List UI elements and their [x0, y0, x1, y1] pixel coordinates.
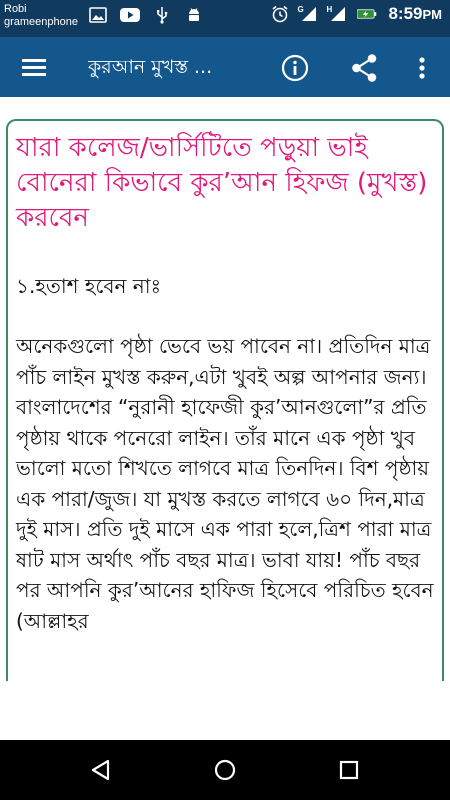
menu-button[interactable]	[16, 51, 52, 83]
more-vertical-icon	[412, 53, 432, 83]
home-circle-icon	[213, 758, 237, 782]
back-triangle-icon	[89, 758, 113, 782]
info-button[interactable]	[280, 53, 310, 83]
battery-charging-icon	[357, 5, 377, 23]
network-type-1: G	[297, 5, 304, 14]
info-icon	[280, 53, 310, 83]
share-icon	[349, 53, 381, 83]
alarm-icon	[270, 5, 290, 23]
article-paragraph: অনেকগুলো পৃষ্ঠা ভেবে ভয় পাবেন না। প্রতিদিন মাত্র পাঁচ লাইন মুখস্ত করুন,এটা খুবই অল্প আপনার জন্য। বাংলাদেশের “নুরানী হাফেজী কুর’আনগুলো”র প্রতি পৃষ্ঠায় থাকে পনেরো লাইন। তাঁর মানে এক পৃষ্ঠা খুব ভালো মতো শিখতে লাগবে মাত্র তিনদিন। বিশ পৃষ্ঠায় এক পারা/জুজ। যা মুখস্ত করতে লাগবে ৬০ দিন,মাত্র দুই মাস। প্রতি দুই মাসে এক পারা হলে,ত্রিশ পারা মাত্র ষাট মাস অর্থাৎ পাঁচ বছর মাত্র। ভাবা যায়! পাঁচ বছর পর আপনি কুর’আনের হাফিজ হিসেবে পরিচিত হবেন (আল্লাহর	[16, 334, 434, 633]
youtube-notification-icon	[120, 6, 140, 24]
recents-button[interactable]	[334, 755, 364, 785]
navigation-bar	[0, 740, 450, 800]
carrier-line-2: grameenphone	[4, 16, 79, 28]
app-bar	[0, 37, 450, 97]
clock	[388, 4, 442, 24]
section-title: ১.হতাশ হবেন নাঃ	[16, 274, 162, 298]
back-button[interactable]	[86, 755, 116, 785]
signal-1-icon	[299, 5, 319, 23]
article-card[interactable]	[6, 119, 444, 681]
signal-2-icon	[328, 5, 348, 23]
share-button[interactable]	[349, 53, 381, 83]
recents-square-icon	[337, 758, 361, 782]
carrier-line-1: Robi	[4, 3, 27, 15]
carrier-info	[4, 3, 78, 29]
status-bar	[0, 0, 450, 37]
android-debug-icon	[184, 6, 204, 24]
hamburger-menu-icon	[21, 57, 47, 77]
home-button[interactable]	[210, 755, 240, 785]
page-title: কুরআন মুখস্ত ...	[88, 56, 213, 78]
usb-icon	[152, 6, 172, 24]
gallery-notification-icon	[88, 6, 108, 24]
network-type-2: H	[326, 5, 333, 14]
clock-ampm: PM	[422, 7, 442, 22]
clock-time: 8:59	[388, 4, 423, 23]
more-options-button[interactable]	[412, 53, 432, 83]
article-heading: যারা কলেজ/ভার্সিটিতে পড়ুয়া ভাই বোনেরা কিভাবে কুর’আন হিফজ (মুখস্ত) করবেন	[16, 133, 428, 233]
